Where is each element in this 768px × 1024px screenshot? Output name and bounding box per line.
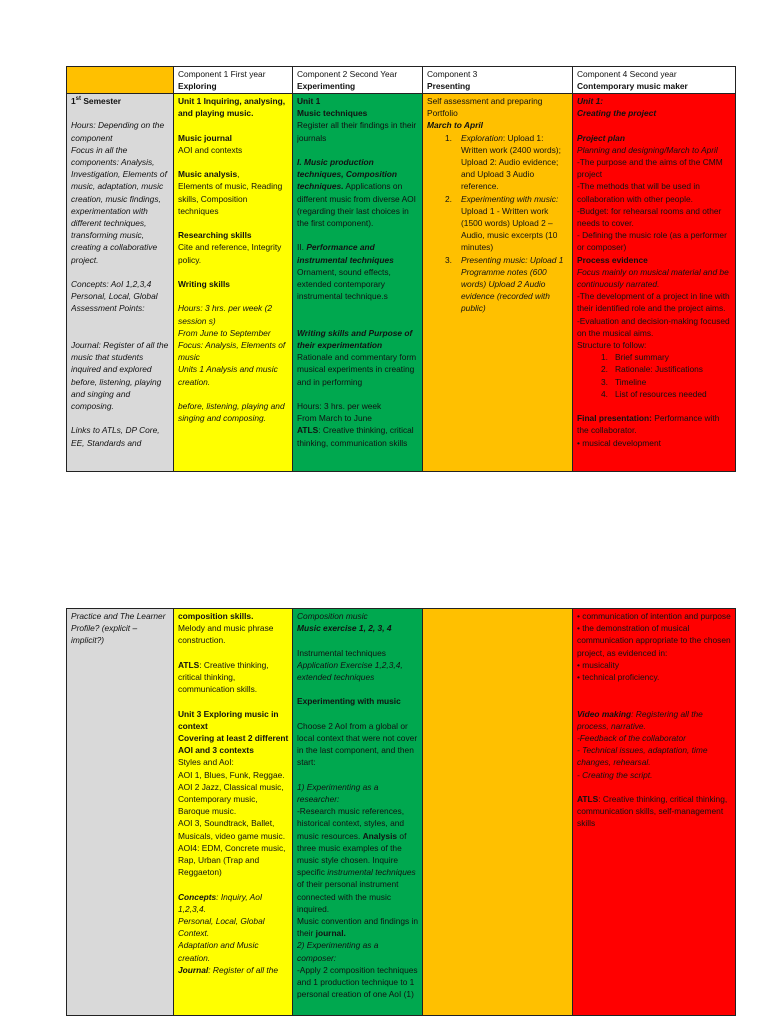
video-line: - Technical issues, adaptation, time changes, rehearsal. — [577, 745, 708, 768]
component-3-cell — [423, 94, 573, 472]
header-line: Component 1 First year — [178, 69, 266, 79]
researching-text: Cite and reference, Integrity policy. — [178, 242, 282, 265]
unit-1-title: Unit 1: — [577, 96, 604, 106]
process-heading: Process evidence — [577, 254, 648, 265]
curriculum-table-page-1 — [66, 66, 736, 472]
section-2-text: Ornament, sound effects, extended contemporary instrumental technique.s — [297, 266, 391, 302]
writing-heading: Writing skills — [178, 278, 230, 289]
experiment-1-title: 1) Experimenting as a researcher: — [297, 781, 379, 804]
unit-1-title: Unit 1 — [297, 96, 321, 106]
plan-line: -Budget: for rehearsal rooms and other needs to cover. — [577, 205, 722, 229]
intro-text: Self assessment and preparing Portfolio — [427, 96, 543, 119]
header-subtitle: Presenting — [427, 81, 471, 92]
header-subtitle: Contemporary music maker — [577, 81, 688, 92]
covering-heading: Covering at least 2 different AOI and 3 contexts — [178, 733, 289, 756]
section-2-title: II. Performance and instrumental techniques — [297, 242, 394, 265]
experiment-2-title: 2) Experimenting as a composer: — [297, 940, 379, 963]
journal-text: Journal: Register of all the — [178, 964, 279, 975]
component-3-cell — [423, 609, 573, 1016]
semester-cell — [67, 609, 174, 1016]
bullet-text: • communication of intention and purpose — [577, 611, 731, 621]
choose-text: Choose 2 AoI from a global or local context that were not cover in the last component, and then start: — [297, 720, 418, 768]
list-item: 4. List of resources needed — [601, 388, 707, 399]
content-row — [67, 609, 736, 1016]
project-plan-heading: Project plan — [577, 132, 625, 143]
video-line: -Feedback of the collaborator — [577, 733, 686, 743]
concepts-text: Concepts: AoI 1,2,3,4 Personal, Local, Global Assessment Points: — [71, 279, 158, 314]
header-component-4 — [573, 67, 736, 94]
list-item: 1. Brief summary — [601, 352, 669, 363]
header-line: Component 4 Second year — [577, 69, 677, 79]
list-item: 2. Experimenting with music: Upload 1 - Written work (1500 words) Upload 2 – Audio, music excerpts (10 minutes) — [445, 193, 559, 253]
header-subtitle: Exploring — [178, 81, 217, 92]
composition-skills-heading: composition skills. — [178, 611, 254, 621]
styles-line: AOI 2 Jazz, Classical music, Contemporary music, Baroque music. — [178, 781, 284, 817]
experiment-2-text: -Apply 2 composition techniques and 1 production technique to 1 personal creation of one AoI (1) — [297, 964, 418, 1000]
unit-3-title: Unit 3 Exploring music in context — [178, 708, 279, 731]
content-row — [67, 94, 736, 472]
researching-heading: Researching skills — [178, 230, 252, 241]
component-1-cell — [174, 94, 293, 472]
header-subtitle: Experimenting — [297, 81, 356, 92]
header-component-1 — [174, 67, 293, 94]
focus-text: Focus in all the components: Analysis, Investigation, Elements of music, adaptation, music creation, music findings, experimentation with different techniques, transforming music, creating a collaborative project. — [71, 144, 167, 265]
list-item: 1. Exploration: Upload 1: Written work (2400 words); Upload 2: Audio evidence; and Upload 3 Audio reference. — [445, 132, 561, 192]
header-line: Component 3 — [427, 69, 478, 79]
final-presentation: Final presentation: Performance with the collaborator. — [577, 413, 720, 436]
curriculum-table-page-2 — [66, 608, 736, 1016]
bullet-text: • the demonstration of musical communication appropriate to the chosen project, as evidenced in: — [577, 623, 731, 658]
melody-text: Melody and music phrase construction. — [178, 623, 274, 646]
music-techniques-heading: Music techniques — [297, 108, 368, 119]
adaptation-text: Adaptation and Music creation. — [178, 940, 259, 963]
music-journal-text: AOI and contexts — [178, 144, 243, 155]
header-row — [67, 67, 736, 94]
from-text: From March to June — [297, 413, 372, 424]
personal-text: Personal, Local, Global Context. — [178, 916, 265, 939]
hours-text: Hours: Depending on the component — [71, 120, 165, 143]
list-item: 3. Timeline — [601, 376, 647, 387]
evaluation-text: -Evaluation and decision-making focused on the musical aims. — [577, 315, 730, 338]
styles-line: AOI 3, Soundtrack, Ballet, Musicals, video game music. — [178, 818, 286, 841]
plan-line: -The purpose and the aims of the CMM project — [577, 157, 723, 180]
composition-music-heading: Composition music — [297, 611, 368, 621]
plan-line: -The methods that will be used in collaboration with other people. — [577, 181, 700, 204]
music-analysis-text: Elements of music, Reading skills, Composition techniques — [178, 181, 283, 216]
experiment-1-text: -Research music references, historical context, styles, and music resources. Analysis of three music examples of the music style chosen. Inquire specific instrumental techniques of their personal instrument connected with the music inquired. — [297, 806, 416, 914]
hours-text: Hours: 3 hrs. per week (2 session s) — [178, 303, 273, 326]
atls-text: ATLS: Creative thinking, critical thinking, communication skills — [297, 425, 414, 448]
presenting-list — [427, 132, 569, 315]
section-1: I. Music production techniques, Composition techniques. Applications on different music from diverse AOI (regarding their last choices in the first component). — [297, 157, 416, 229]
journal-text: Journal: Register of all the music that students inquired and explored before, listening, playing and singing and composing. — [71, 340, 169, 412]
writing-text: Rationale and commentary form musical experiments in creating and in performing — [297, 352, 417, 387]
music-journal-heading: Music journal — [178, 132, 232, 143]
development-text: -The development of a project in line with their identified role and the project aims. — [577, 291, 730, 314]
bullet-text: • musicality — [577, 659, 620, 670]
units-text: Units 1 Analysis and music creation. — [178, 364, 278, 387]
structure-list — [577, 351, 732, 400]
list-item: 3. Presenting music: Upload 1 Programme notes (600 words) Upload 2 Audio evidence (recorded with public) — [445, 254, 564, 314]
creating-heading: Creating the project — [577, 108, 657, 119]
styles-line: AOI 1, Blues, Funk, Reggae. — [178, 769, 285, 780]
video-making-text: Video making: Registering all the process, narrative. — [577, 708, 703, 731]
planning-text: Planning and designing/March to April — [577, 144, 718, 155]
styles-line: AOI4: EDM, Concrete music, Rap, Urban (Trap and Reggaeton) — [178, 842, 286, 878]
application-text: Application Exercise 1,2,3,4, extended techniques — [297, 659, 403, 682]
exercise-heading: Music exercise 1, 2, 3, 4 — [297, 623, 392, 634]
header-line: Component 2 Second Year — [297, 69, 398, 79]
experimenting-heading: Experimenting with music — [297, 696, 401, 707]
component-4-cell — [573, 94, 736, 472]
before-text: before, listening, playing and singing and composing. — [178, 400, 285, 424]
component-1-cell — [174, 609, 293, 1016]
bullet-text: • musical development — [577, 437, 661, 448]
atls-text: ATLS: Creative thinking, critical thinking, communication skills, self-management skills — [577, 794, 728, 829]
march-heading: March to April — [427, 120, 483, 131]
structure-heading: Structure to follow: — [577, 340, 647, 351]
from-text: From June to September Focus: Analysis, Elements of music — [178, 327, 286, 363]
header-component-2 — [293, 67, 423, 94]
focus-text: Focus mainly on musical material and be continuously narrated. — [577, 266, 729, 290]
video-line: - Creating the script. — [577, 769, 653, 780]
atls-text: ATLS: Creative thinking, critical thinking, communication skills. — [178, 659, 269, 695]
component-2-cell — [293, 94, 423, 472]
component-4-cell — [573, 609, 736, 1016]
header-empty — [67, 67, 174, 94]
hours-text: Hours: 3 hrs. per week — [297, 401, 382, 411]
unit-1-title: Unit 1 Inquiring, analysing, and playing music. — [178, 96, 286, 119]
links-text: Links to ATLs, DP Core, EE, Standards and — [71, 425, 160, 448]
music-analysis-heading: Music analysis, — [178, 169, 240, 180]
semester-title: 1st Semester — [71, 96, 122, 106]
register-text: Register all their findings in their journals — [297, 120, 417, 143]
instrumental-heading: Instrumental techniques — [297, 647, 386, 658]
styles-line: Styles and AoI: — [178, 757, 234, 768]
plan-line: - Defining the music role (as a performer or composer) — [577, 230, 727, 253]
concepts-text: Concepts: Inquiry, AoI 1,2,3,4. — [178, 891, 263, 914]
semester-cell — [67, 94, 174, 472]
writing-heading: Writing skills and Purpose of their experimentation — [297, 327, 413, 350]
list-item: 2. Rationale: Justifications — [601, 364, 703, 375]
header-component-3 — [423, 67, 573, 94]
learner-profile-text: Practice and The Learner Profile? (explicit – implicit?) — [71, 611, 166, 646]
component-2-cell — [293, 609, 423, 1016]
bullet-text: • technical proficiency. — [577, 672, 660, 683]
convention-text: Music convention and findings in their journal. — [297, 916, 419, 939]
